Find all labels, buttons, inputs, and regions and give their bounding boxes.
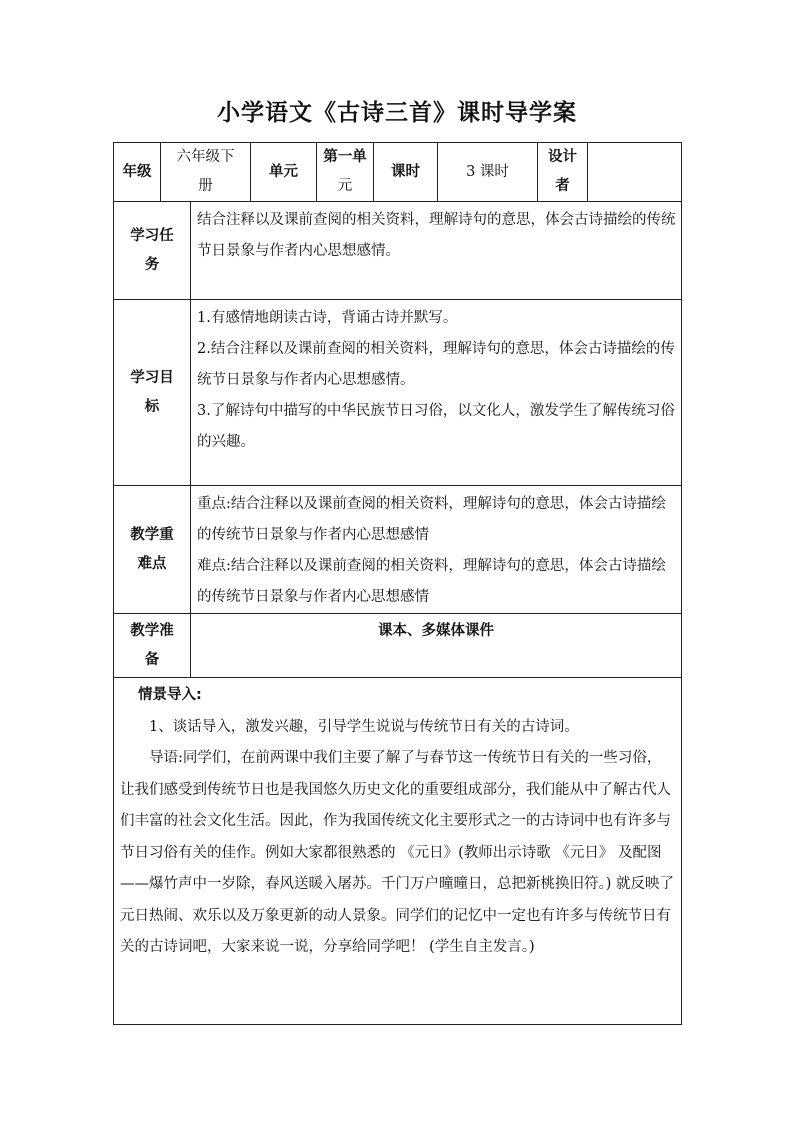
lead-in-paragraph: 导语:同学们，在前两课中我们主要了解了与春节这一传统节日有关的一些习俗，让我们感受到传统节日也是我国悠久历史文化的重要组成部分，我们能从中了解古代人们丰富的社会文化生活。因此，作为我国传统文化主要形式之一的古诗词中也有许多与节日习俗有关的佳作。例如大家都很熟悉的 《元日》(教师出示诗歌 《元日》 及配图——爆竹声中一岁除，春风送暖入屠苏。千门万户曈曈日，总把新桃换旧符。) 就反映了元日热闹、欢乐以及万象更新的动人景象。同学们的记忆中一定也有许多与传统节日有关的古诗词吧，大家来说一说，分享给同学吧！ (学生自主发言。) [120,750,675,955]
keypoints-row [114,486,682,614]
hours-label: 课时 [374,143,438,202]
designer-label: 设计 者 [538,143,588,202]
lesson-plan-table [113,142,682,1025]
keypoints-text [191,486,682,614]
goals-row [114,300,682,486]
lead-in-heading: 情景导入: [138,687,202,703]
goals-label: 学习目 标 [114,300,191,486]
unit-label: 单元 [251,143,317,202]
task-row [114,202,682,300]
goal-item: 1.有感情地朗读古诗，背诵古诗并默写。 [197,310,458,326]
lead-in-section [114,678,682,1025]
unit-value: 第一单 元 [317,143,374,202]
keypoints-label: 教学重 难点 [114,486,191,614]
goals-list [191,300,682,486]
prep-row [114,614,682,678]
goal-item: 3.了解诗句中描写的中华民族节日习俗，以文化人，激发学生了解传统习俗的兴趣。 [197,403,675,450]
lead-in-step: 1、谈话导入，激发兴趣，引导学生说说与传统节日有关的古诗词。 [149,718,579,735]
designer-value [588,143,682,202]
header-row [114,143,682,202]
goal-item: 2.结合注释以及课前查阅的相关资料，理解诗句的意思，体会古诗描绘的传统节日景象与作者内心思想感情。 [197,341,675,388]
prep-label: 教学准 备 [114,614,191,678]
task-label: 学习任 务 [114,202,191,300]
task-text: 结合注释以及课前查阅的相关资料，理解诗句的意思，体会古诗描绘的传统节日景象与作者内心思想感情。 [191,202,682,300]
lead-in-row [114,678,682,1025]
focus-text: 重点:结合注释以及课前查阅的相关资料，理解诗句的意思，体会古诗描绘的传统节日景象与作者内心思想感情 [197,496,666,543]
difficulty-text: 难点:结合注释以及课前查阅的相关资料，理解诗句的意思，体会古诗描绘的传统节日景象与作者内心思想感情 [197,558,666,605]
hours-value: 3 课时 [438,143,538,202]
page-title: 小学语文《古诗三首》课时导学案 [217,100,577,126]
prep-text: 课本、多媒体课件 [191,614,682,678]
grade-value: 六年级下 册 [161,143,251,202]
grade-label: 年级 [114,143,161,202]
